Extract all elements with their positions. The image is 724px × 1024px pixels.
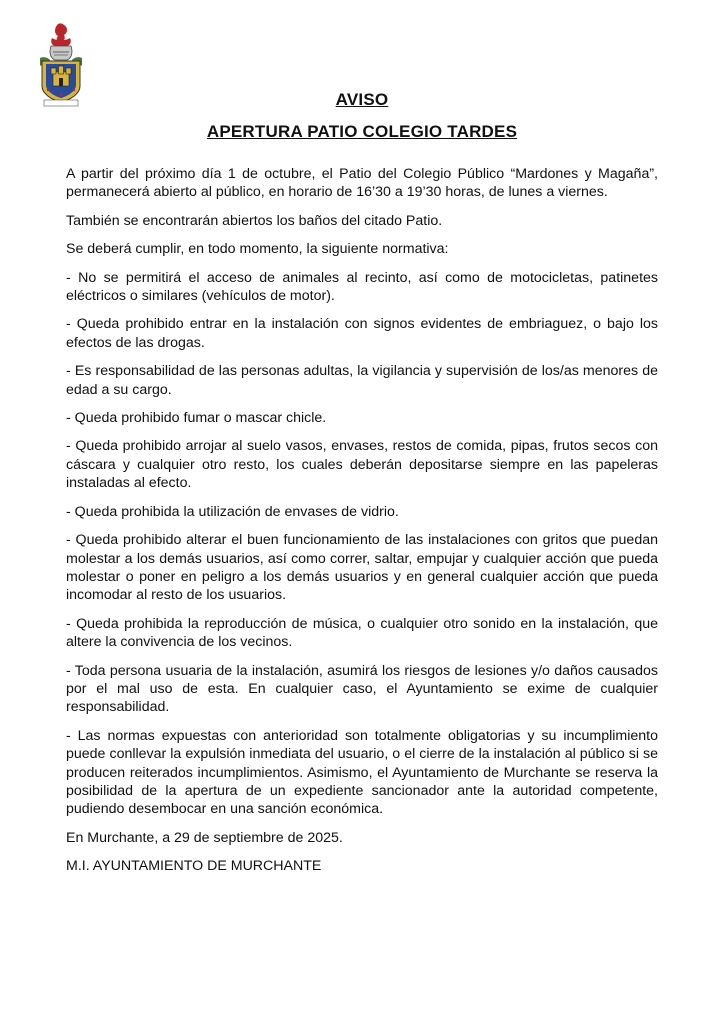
rule-item: - Las normas expuestas con anterioridad son totalmente obligatorias y su incumplimiento puede conllevar la expulsión inmediata del usuario, o el cierre de la instalación al público si se producen reiterados incumplimientos. Asimismo, el Ayuntamiento de Murchante se reserva la posibilidad de la apertura de un expediente sancionador ante la autoridad competente, pudiendo desembocar en una sanción económica. (66, 727, 658, 818)
date-line: En Murchante, a 29 de septiembre de 2025. (66, 829, 343, 846)
rule-item: - Queda prohibida la reproducción de música, o cualquier otro sonido en la instalación, que altere la convivencia de los vecinos. (66, 615, 658, 651)
page-subtitle: APERTURA PATIO COLEGIO TARDES (206, 122, 518, 141)
rule-item: - Toda persona usuaria de la instalación, asumirá los riesgos de lesiones y/o daños causados por el mal uso de esta. En cualquier caso, el Ayuntamiento se exime de cualquier responsabilidad. (66, 662, 658, 716)
rule-item: - No se permitirá el acceso de animales al recinto, así como de motocicletas, patinetes eléctricos o similares (vehículos de motor). (66, 269, 658, 305)
rule-item: - Queda prohibida la utilización de envases de vidrio. (66, 503, 399, 520)
rules-intro-paragraph: Se deberá cumplir, en todo momento, la siguiente normativa: (66, 241, 449, 258)
rule-item: - Es responsabilidad de las personas adultas, la vigilancia y supervisión de los/as menores de edad a su cargo. (66, 363, 658, 398)
bathrooms-paragraph: También se encontrarán abiertos los baños del citado Patio. (66, 212, 443, 229)
page-title: AVISO (335, 90, 389, 109)
rule-item: - Queda prohibido alterar el buen funcionamiento de las instalaciones con gritos que puedan molestar a los demás usuarios, así como correr, saltar, empujar y cualquier acción que pueda molestar o poner en peligro a los demás usuarios y en general cualquier acción que pueda incomodar al resto de los usuarios. (66, 532, 658, 604)
rule-item: - Queda prohibido arrojar al suelo vasos, envases, restos de comida, pipas, frutos secos con cáscara y cualquier otro resto, los cuales deberán depositarse siempre en las papeleras instaladas al efecto. (66, 438, 658, 492)
rule-item: - Queda prohibido fumar o mascar chicle. (66, 410, 327, 427)
signature-line: M.I. AYUNTAMIENTO DE MURCHANTE (66, 858, 322, 875)
notice-body (66, 165, 658, 886)
intro-paragraph: A partir del próximo día 1 de octubre, el Patio del Colegio Público “Mardones y Magaña”, permanecerá abierto al público, en horario de 16’30 a 19’30 horas, de lunes a viernes. (66, 166, 658, 201)
rule-item: - Queda prohibido entrar en la instalación con signos evidentes de embriaguez, o bajo los efectos de las drogas. (66, 316, 658, 351)
